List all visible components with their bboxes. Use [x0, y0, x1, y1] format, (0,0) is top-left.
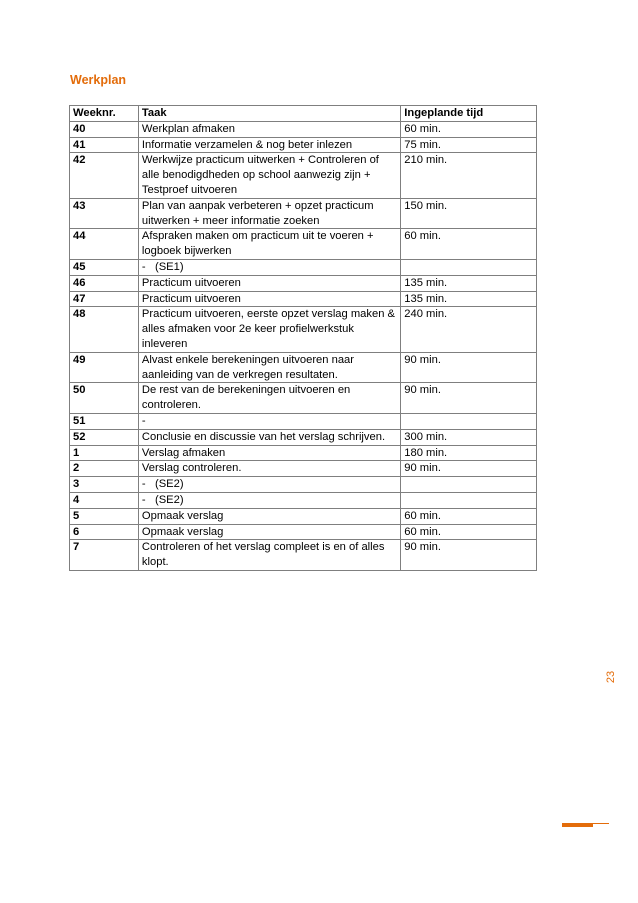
- week-cell: 2: [70, 461, 139, 477]
- week-cell: 47: [70, 291, 139, 307]
- task-cell: De rest van de berekeningen uitvoeren en controleren.: [138, 383, 400, 414]
- table-row: [70, 275, 537, 291]
- week-cell: 46: [70, 275, 139, 291]
- column-header-week: Weeknr.: [70, 106, 139, 122]
- week-cell: 50: [70, 383, 139, 414]
- week-cell: 40: [70, 121, 139, 137]
- table-row: [70, 524, 537, 540]
- task-cell: Werkplan afmaken: [138, 121, 400, 137]
- week-cell: 3: [70, 477, 139, 493]
- page-number: [604, 665, 618, 689]
- time-cell: 60 min.: [401, 524, 537, 540]
- task-cell: Plan van aanpak verbeteren + opzet practicum uitwerken + meer informatie zoeken: [138, 198, 400, 229]
- time-cell: 60 min.: [401, 121, 537, 137]
- task-cell: Conclusie en discussie van het verslag schrijven.: [138, 429, 400, 445]
- table-row: [70, 229, 537, 260]
- time-cell: 60 min.: [401, 229, 537, 260]
- column-header-time: Ingeplande tijd: [401, 106, 537, 122]
- time-cell: [401, 259, 537, 275]
- time-cell: 135 min.: [401, 275, 537, 291]
- task-cell: -: [138, 413, 400, 429]
- task-cell: - (SE2): [138, 477, 400, 493]
- table-row: [70, 121, 537, 137]
- week-cell: 1: [70, 445, 139, 461]
- werkplan-table: [69, 105, 537, 571]
- column-header-task: Taak: [138, 106, 400, 122]
- time-cell: [401, 492, 537, 508]
- week-cell: 6: [70, 524, 139, 540]
- table-row: [70, 492, 537, 508]
- time-cell: 90 min.: [401, 461, 537, 477]
- task-cell: Opmaak verslag: [138, 524, 400, 540]
- time-cell: 90 min.: [401, 383, 537, 414]
- week-cell: 51: [70, 413, 139, 429]
- week-cell: 43: [70, 198, 139, 229]
- week-cell: 49: [70, 352, 139, 383]
- time-cell: 240 min.: [401, 307, 537, 352]
- task-cell: - (SE2): [138, 492, 400, 508]
- task-cell: Practicum uitvoeren: [138, 275, 400, 291]
- task-cell: Opmaak verslag: [138, 508, 400, 524]
- time-cell: 150 min.: [401, 198, 537, 229]
- task-cell: - (SE1): [138, 259, 400, 275]
- table-row: [70, 198, 537, 229]
- week-cell: 48: [70, 307, 139, 352]
- time-cell: 210 min.: [401, 153, 537, 198]
- week-cell: 4: [70, 492, 139, 508]
- table-row: [70, 291, 537, 307]
- week-cell: 44: [70, 229, 139, 260]
- table-row: [70, 383, 537, 414]
- week-cell: 42: [70, 153, 139, 198]
- task-cell: Alvast enkele berekeningen uitvoeren naar aanleiding van de verkregen resultaten.: [138, 352, 400, 383]
- table-row: [70, 445, 537, 461]
- table-row: [70, 413, 537, 429]
- time-cell: [401, 413, 537, 429]
- time-cell: 75 min.: [401, 137, 537, 153]
- time-cell: 135 min.: [401, 291, 537, 307]
- table-row: [70, 429, 537, 445]
- task-cell: Practicum uitvoeren: [138, 291, 400, 307]
- table-row: [70, 259, 537, 275]
- time-cell: 90 min.: [401, 540, 537, 571]
- table-row: [70, 508, 537, 524]
- week-cell: 7: [70, 540, 139, 571]
- week-cell: 45: [70, 259, 139, 275]
- task-cell: Verslag controleren.: [138, 461, 400, 477]
- table-row: [70, 461, 537, 477]
- table-row: [70, 540, 537, 571]
- page-number-text: 23: [605, 670, 617, 684]
- table-row: [70, 307, 537, 352]
- task-cell: Werkwijze practicum uitwerken + Controleren of alle benodigdheden op school aanwezig zijn + Testproef uitvoeren: [138, 153, 400, 198]
- time-cell: 90 min.: [401, 352, 537, 383]
- table-row: [70, 153, 537, 198]
- task-cell: Verslag afmaken: [138, 445, 400, 461]
- time-cell: 300 min.: [401, 429, 537, 445]
- footer-accent-bar: [562, 824, 593, 827]
- week-cell: 41: [70, 137, 139, 153]
- task-cell: Controleren of het verslag compleet is en of alles klopt.: [138, 540, 400, 571]
- table-row: [70, 352, 537, 383]
- table-row: [70, 477, 537, 493]
- week-cell: 52: [70, 429, 139, 445]
- table-row: [70, 137, 537, 153]
- task-cell: Practicum uitvoeren, eerste opzet verslag maken & alles afmaken voor 2e keer profielwerkstuk inleveren: [138, 307, 400, 352]
- table-header-row: [70, 106, 537, 122]
- time-cell: [401, 477, 537, 493]
- time-cell: 180 min.: [401, 445, 537, 461]
- week-cell: 5: [70, 508, 139, 524]
- time-cell: 60 min.: [401, 508, 537, 524]
- task-cell: Informatie verzamelen & nog beter inlezen: [138, 137, 400, 153]
- task-cell: Afspraken maken om practicum uit te voeren + logboek bijwerken: [138, 229, 400, 260]
- section-heading: Werkplan: [70, 73, 127, 87]
